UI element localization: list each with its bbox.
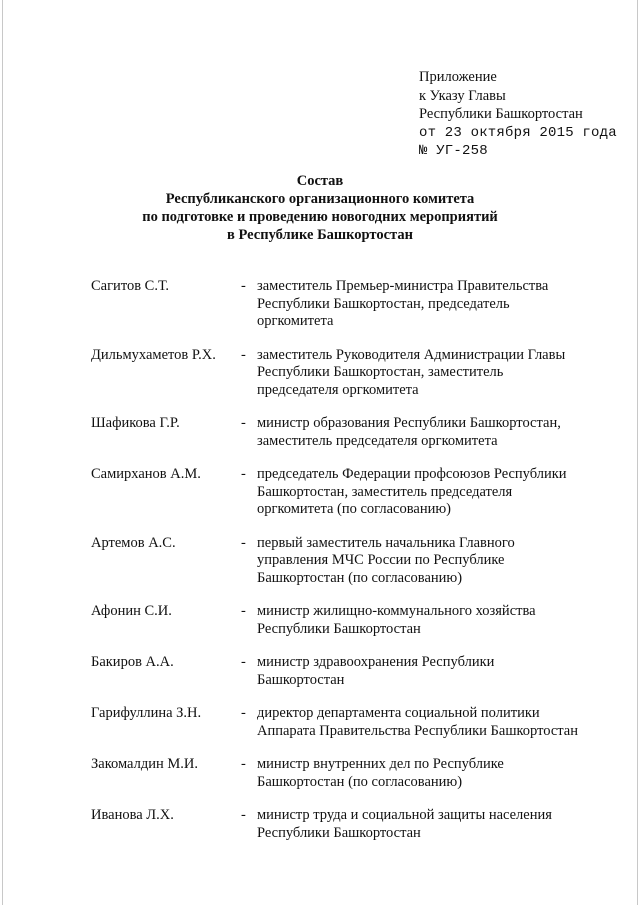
member-name: Закомалдин М.И. xyxy=(91,756,198,772)
member-role xyxy=(257,278,611,331)
member-name: Сагитов С.Т. xyxy=(91,278,170,294)
member-dash: - xyxy=(241,534,246,551)
member-role xyxy=(257,603,611,638)
member-role-line: директор департамента социальной политики xyxy=(257,705,540,721)
member-role xyxy=(257,466,611,519)
member-role-line: Башкортостан, заместитель председателя xyxy=(257,483,513,500)
appendix-line-3: Республики Башкортостан xyxy=(419,106,583,122)
member-dash: - xyxy=(241,756,246,772)
member-role-line: Республики Башкортостан xyxy=(257,620,421,637)
member-name: Бакиров А.А. xyxy=(91,654,174,670)
member-role-line: управления МЧС России по Республике xyxy=(257,552,505,568)
member-row xyxy=(91,807,611,842)
appendix-line-2: к Указу Главы xyxy=(419,87,506,104)
member-role-line: министр здравоохранения Республики xyxy=(257,654,495,670)
member-role xyxy=(257,535,611,588)
member-name: Гарифуллина З.Н. xyxy=(91,705,202,721)
member-row xyxy=(91,535,611,588)
member-role xyxy=(257,705,611,740)
member-row xyxy=(91,705,611,740)
appendix-number: № УГ-258 xyxy=(419,143,488,159)
member-role xyxy=(257,756,611,791)
member-role-line: заместитель Руководителя Администрации Главы xyxy=(257,346,566,363)
member-name: Афонин С.И. xyxy=(91,603,172,619)
member-role xyxy=(257,415,611,450)
member-role-line: Башкортостан (по согласованию) xyxy=(257,773,463,790)
member-role-line: председателя оргкомитета xyxy=(257,381,419,398)
member-row xyxy=(91,603,611,638)
member-row xyxy=(91,756,611,791)
member-role-line: заместитель председателя оргкомитета xyxy=(257,432,498,449)
title-line-1: Состав xyxy=(296,173,344,189)
member-role-line: министр жилищно-коммунального хозяйства xyxy=(257,603,536,619)
page-edge-left xyxy=(2,0,3,905)
member-dash: - xyxy=(241,807,246,823)
member-role-line: оргкомитета (по согласованию) xyxy=(257,501,452,517)
member-role-line: председатель Федерации профсоюзов Республики xyxy=(257,466,567,482)
title-line-2: Республиканского организационного комитета xyxy=(165,191,475,207)
member-role-line: Республики Башкортостан, заместитель xyxy=(257,364,504,380)
title-line-3: по подготовке и проведению новогодних мероприятий xyxy=(142,209,498,225)
member-role xyxy=(257,347,611,400)
member-role-line: Республики Башкортостан, председатель xyxy=(257,295,510,312)
member-name: Иванова Л.Х. xyxy=(91,807,174,823)
appendix-line-1: Приложение xyxy=(419,69,497,85)
member-name: Самирханов А.М. xyxy=(91,466,201,482)
document-title xyxy=(0,172,640,244)
member-role-line: Башкортостан (по согласованию) xyxy=(257,569,463,586)
member-name: Дильмухаметов Р.Х. xyxy=(91,346,216,363)
member-row xyxy=(91,654,611,689)
member-role-line: оргкомитета xyxy=(257,313,334,329)
member-role-line: министр образования Республики Башкортостан, xyxy=(257,415,561,431)
member-name: Артемов А.С. xyxy=(91,534,176,551)
title-line-4: в Республике Башкортостан xyxy=(227,227,413,243)
member-dash: - xyxy=(241,466,246,482)
member-dash: - xyxy=(241,705,246,721)
member-dash: - xyxy=(241,415,246,431)
member-role-line: министр внутренних дел по Республике xyxy=(257,756,504,772)
member-role-line: министр труда и социальной защиты населения xyxy=(257,807,552,823)
page-edge-right xyxy=(637,0,638,905)
member-role-line: Республики Башкортостан xyxy=(257,824,421,841)
members-list xyxy=(91,278,611,858)
member-dash: - xyxy=(241,603,246,619)
member-row xyxy=(91,415,611,450)
member-row xyxy=(91,278,611,331)
member-role-line: Башкортостан xyxy=(257,671,345,688)
member-dash: - xyxy=(241,654,246,670)
member-role xyxy=(257,654,611,689)
member-row xyxy=(91,466,611,519)
member-name: Шафикова Г.Р. xyxy=(91,415,180,431)
member-dash: - xyxy=(241,278,246,294)
appendix-date: от 23 октября 2015 года xyxy=(419,124,617,141)
member-role-line: первый заместитель начальника Главного xyxy=(257,534,515,551)
member-role-line: заместитель Премьер-министра Правительства xyxy=(257,278,549,294)
member-role xyxy=(257,807,611,842)
member-row xyxy=(91,347,611,400)
member-role-line: Аппарата Правительства Республики Башкортостан xyxy=(257,722,578,739)
member-dash: - xyxy=(241,346,246,363)
appendix-header xyxy=(419,68,617,161)
